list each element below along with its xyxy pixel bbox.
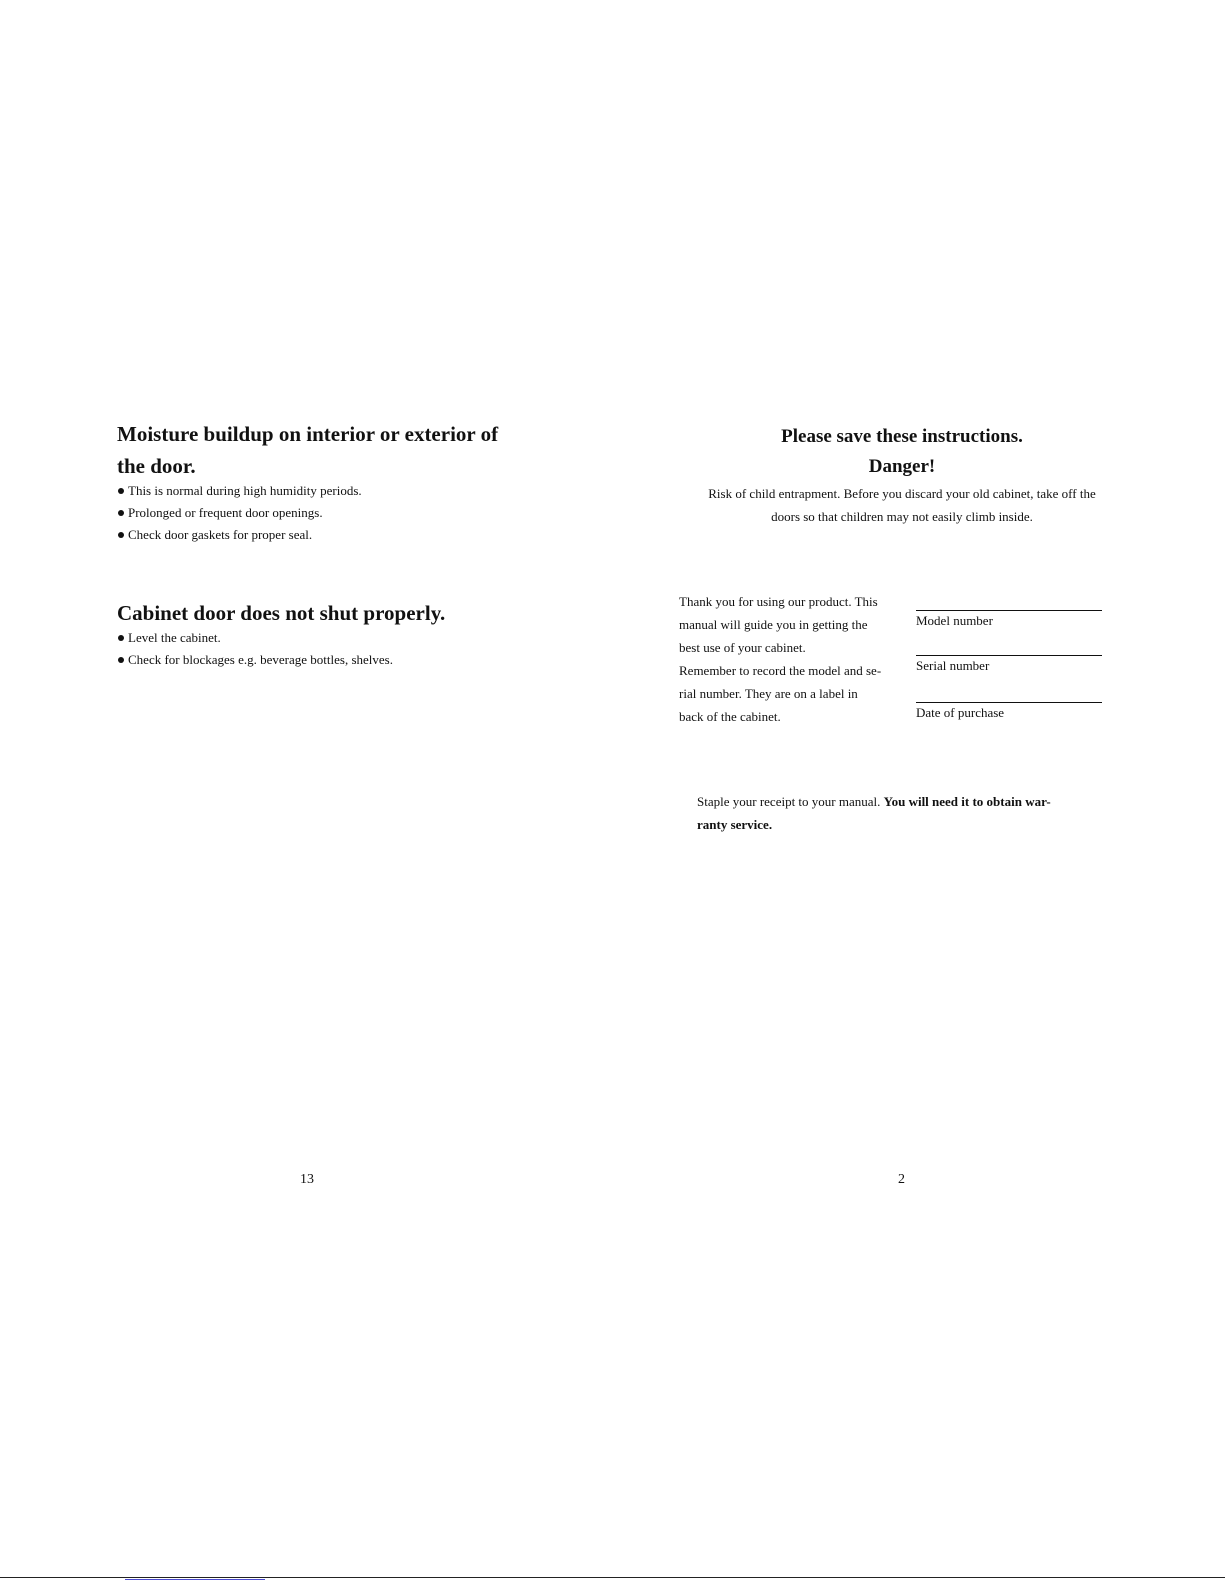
- staple-bold-2: ranty service.: [697, 817, 773, 832]
- staple-receipt-note: [697, 790, 1117, 836]
- moisture-bullet-list: [117, 480, 537, 546]
- staple-bold-1: You will need it to obtain war-: [883, 794, 1051, 809]
- model-number-label: Model number: [916, 613, 993, 628]
- serial-number-label: Serial number: [916, 658, 990, 673]
- heading-line-2: the door.: [117, 454, 196, 478]
- thanks-line: back of the cabinet.: [679, 709, 781, 724]
- date-of-purchase-label: Date of purchase: [916, 705, 1005, 720]
- staple-line-2: [697, 813, 1117, 836]
- staple-text: Staple your receipt to your manual.: [697, 794, 881, 809]
- danger-text-line-1: Risk of child entrapment. Before you discard your old cabinet, take off the: [708, 486, 1096, 501]
- list-item: Check for blockages e.g. beverage bottles, shelves.: [117, 649, 537, 671]
- heading-line-1: Moisture buildup on interior or exterior of: [117, 422, 499, 446]
- left-section-2: [117, 597, 537, 671]
- list-item: Check door gaskets for proper seal.: [117, 524, 537, 546]
- section-heading-moisture: [117, 418, 537, 482]
- bottom-link-rule: [125, 1579, 265, 1580]
- right-header: [672, 422, 1132, 528]
- list-item: Level the cabinet.: [117, 627, 537, 649]
- staple-line-1: [697, 790, 1117, 813]
- thanks-line: Remember to record the model and se-: [679, 663, 882, 678]
- left-page: [117, 418, 537, 546]
- thanks-paragraph: [679, 590, 899, 728]
- save-instructions-title: Please save these instructions.: [781, 426, 1023, 447]
- record-field-serial[interactable]: [916, 655, 1102, 676]
- bottom-border-line: [0, 1577, 1225, 1578]
- list-item: This is normal during high humidity periods.: [117, 480, 537, 502]
- thanks-line: rial number. They are on a label in: [679, 686, 858, 701]
- record-field-date[interactable]: [916, 702, 1102, 723]
- thanks-line: best use of your cabinet.: [679, 640, 806, 655]
- danger-title: Danger!: [868, 456, 936, 477]
- danger-text-line-2: doors so that children may not easily climb inside.: [771, 509, 1033, 524]
- list-item: Prolonged or frequent door openings.: [117, 502, 537, 524]
- page-number-left: 13: [300, 1172, 314, 1187]
- record-field-model[interactable]: [916, 610, 1102, 631]
- thanks-line: Thank you for using our product. This: [679, 594, 878, 609]
- thanks-line: manual will guide you in getting the: [679, 617, 868, 632]
- page-number-right: 2: [898, 1172, 905, 1187]
- door-bullet-list: [117, 627, 537, 671]
- section-heading-door: Cabinet door does not shut properly.: [117, 601, 446, 625]
